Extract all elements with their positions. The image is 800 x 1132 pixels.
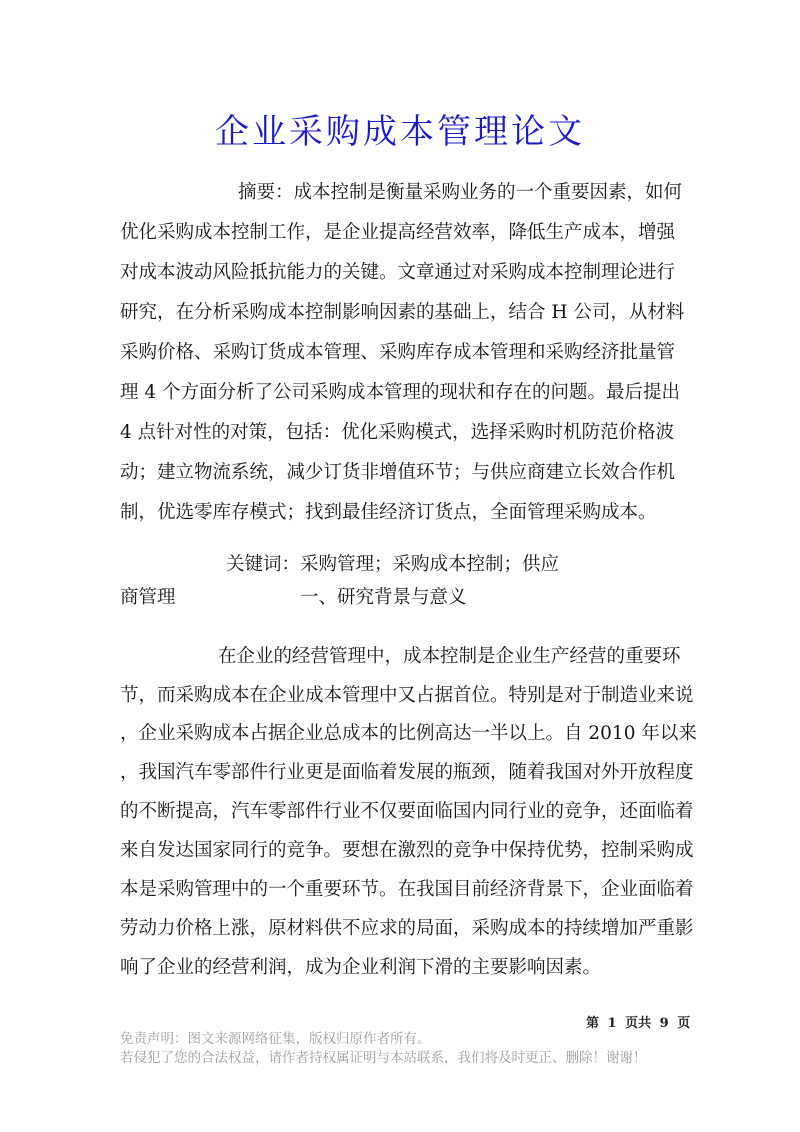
abstract-line: 研究，在分析采购成本控制影响因素的基础上，结合 H 公司，从材料 — [120, 302, 685, 323]
abstract-line: 采购价格、采购订货成本管理、采购库存成本管理和采购经济批量管 — [120, 342, 676, 363]
body-line: ，我国汽车零部件行业更是面临着发展的瓶颈，随着我国对外开放程度 — [120, 762, 694, 783]
abstract-line: 优化采购成本控制工作，是企业提高经营效率，降低生产成本，增强 — [120, 222, 676, 243]
abstract-line: 摘要：成本控制是衡量采购业务的一个重要因素，如何 — [238, 182, 683, 203]
body-line: 来自发达国家同行的竞争。要想在激烈的竞争中保持优势，控制采购成 — [120, 840, 694, 861]
body-line: ，企业采购成本占据企业总成本的比例高达一半以上。自 2010 年以来 — [120, 723, 697, 744]
disclaimer-line: 若侵犯了您的合法权益，请作者持权属证明与本站联系，我们将及时更正、删除！谢谢！ — [120, 1050, 647, 1066]
section-heading: 一、研究背景与意义 — [300, 587, 467, 608]
body-line: 响了企业的经营利润，成为企业利润下滑的主要影响因素。 — [120, 957, 602, 978]
body-line: 节，而采购成本在企业成本管理中又占据首位。特别是对于制造业来说 — [120, 685, 694, 706]
abstract-line: 4 点针对性的对策，包括：优化采购模式，选择采购时机防范价格波 — [120, 422, 675, 443]
keywords-continuation: 商管理 — [120, 587, 176, 608]
disclaimer-line: 免责声明：图文来源网络征集，版权归原作者所有。 — [120, 1031, 431, 1047]
body-line: 的不断提高，汽车零部件行业不仅要面临国内同行业的竞争，还面临着 — [120, 801, 694, 822]
abstract-line: 理 4 个方面分析了公司采购成本管理的现状和存在的问题。最后提出 — [120, 382, 681, 403]
abstract-line: 制，优选零库存模式；找到最佳经济订货点，全面管理采购成本。 — [120, 502, 657, 523]
page-number: 第 1 页共 9 页 — [586, 1016, 691, 1031]
abstract-line: 对成本波动风险抵抗能力的关键。文章通过对采购成本控制理论进行 — [120, 262, 676, 283]
document-title: 企业采购成本管理论文 — [215, 112, 585, 152]
abstract-line: 动；建立物流系统，减少订货非增值环节；与供应商建立长效合作机 — [120, 462, 676, 483]
body-line: 劳动力价格上涨，原材料供不应求的局面，采购成本的持续增加严重影 — [120, 918, 694, 939]
body-line: 在企业的经营管理中，成本控制是企业生产经营的重要环 — [218, 646, 681, 667]
keywords-line: 关键词：采购管理；采购成本控制；供应 — [226, 554, 560, 575]
body-line: 本是采购管理中的一个重要环节。在我国目前经济背景下，企业面临着 — [120, 879, 694, 900]
